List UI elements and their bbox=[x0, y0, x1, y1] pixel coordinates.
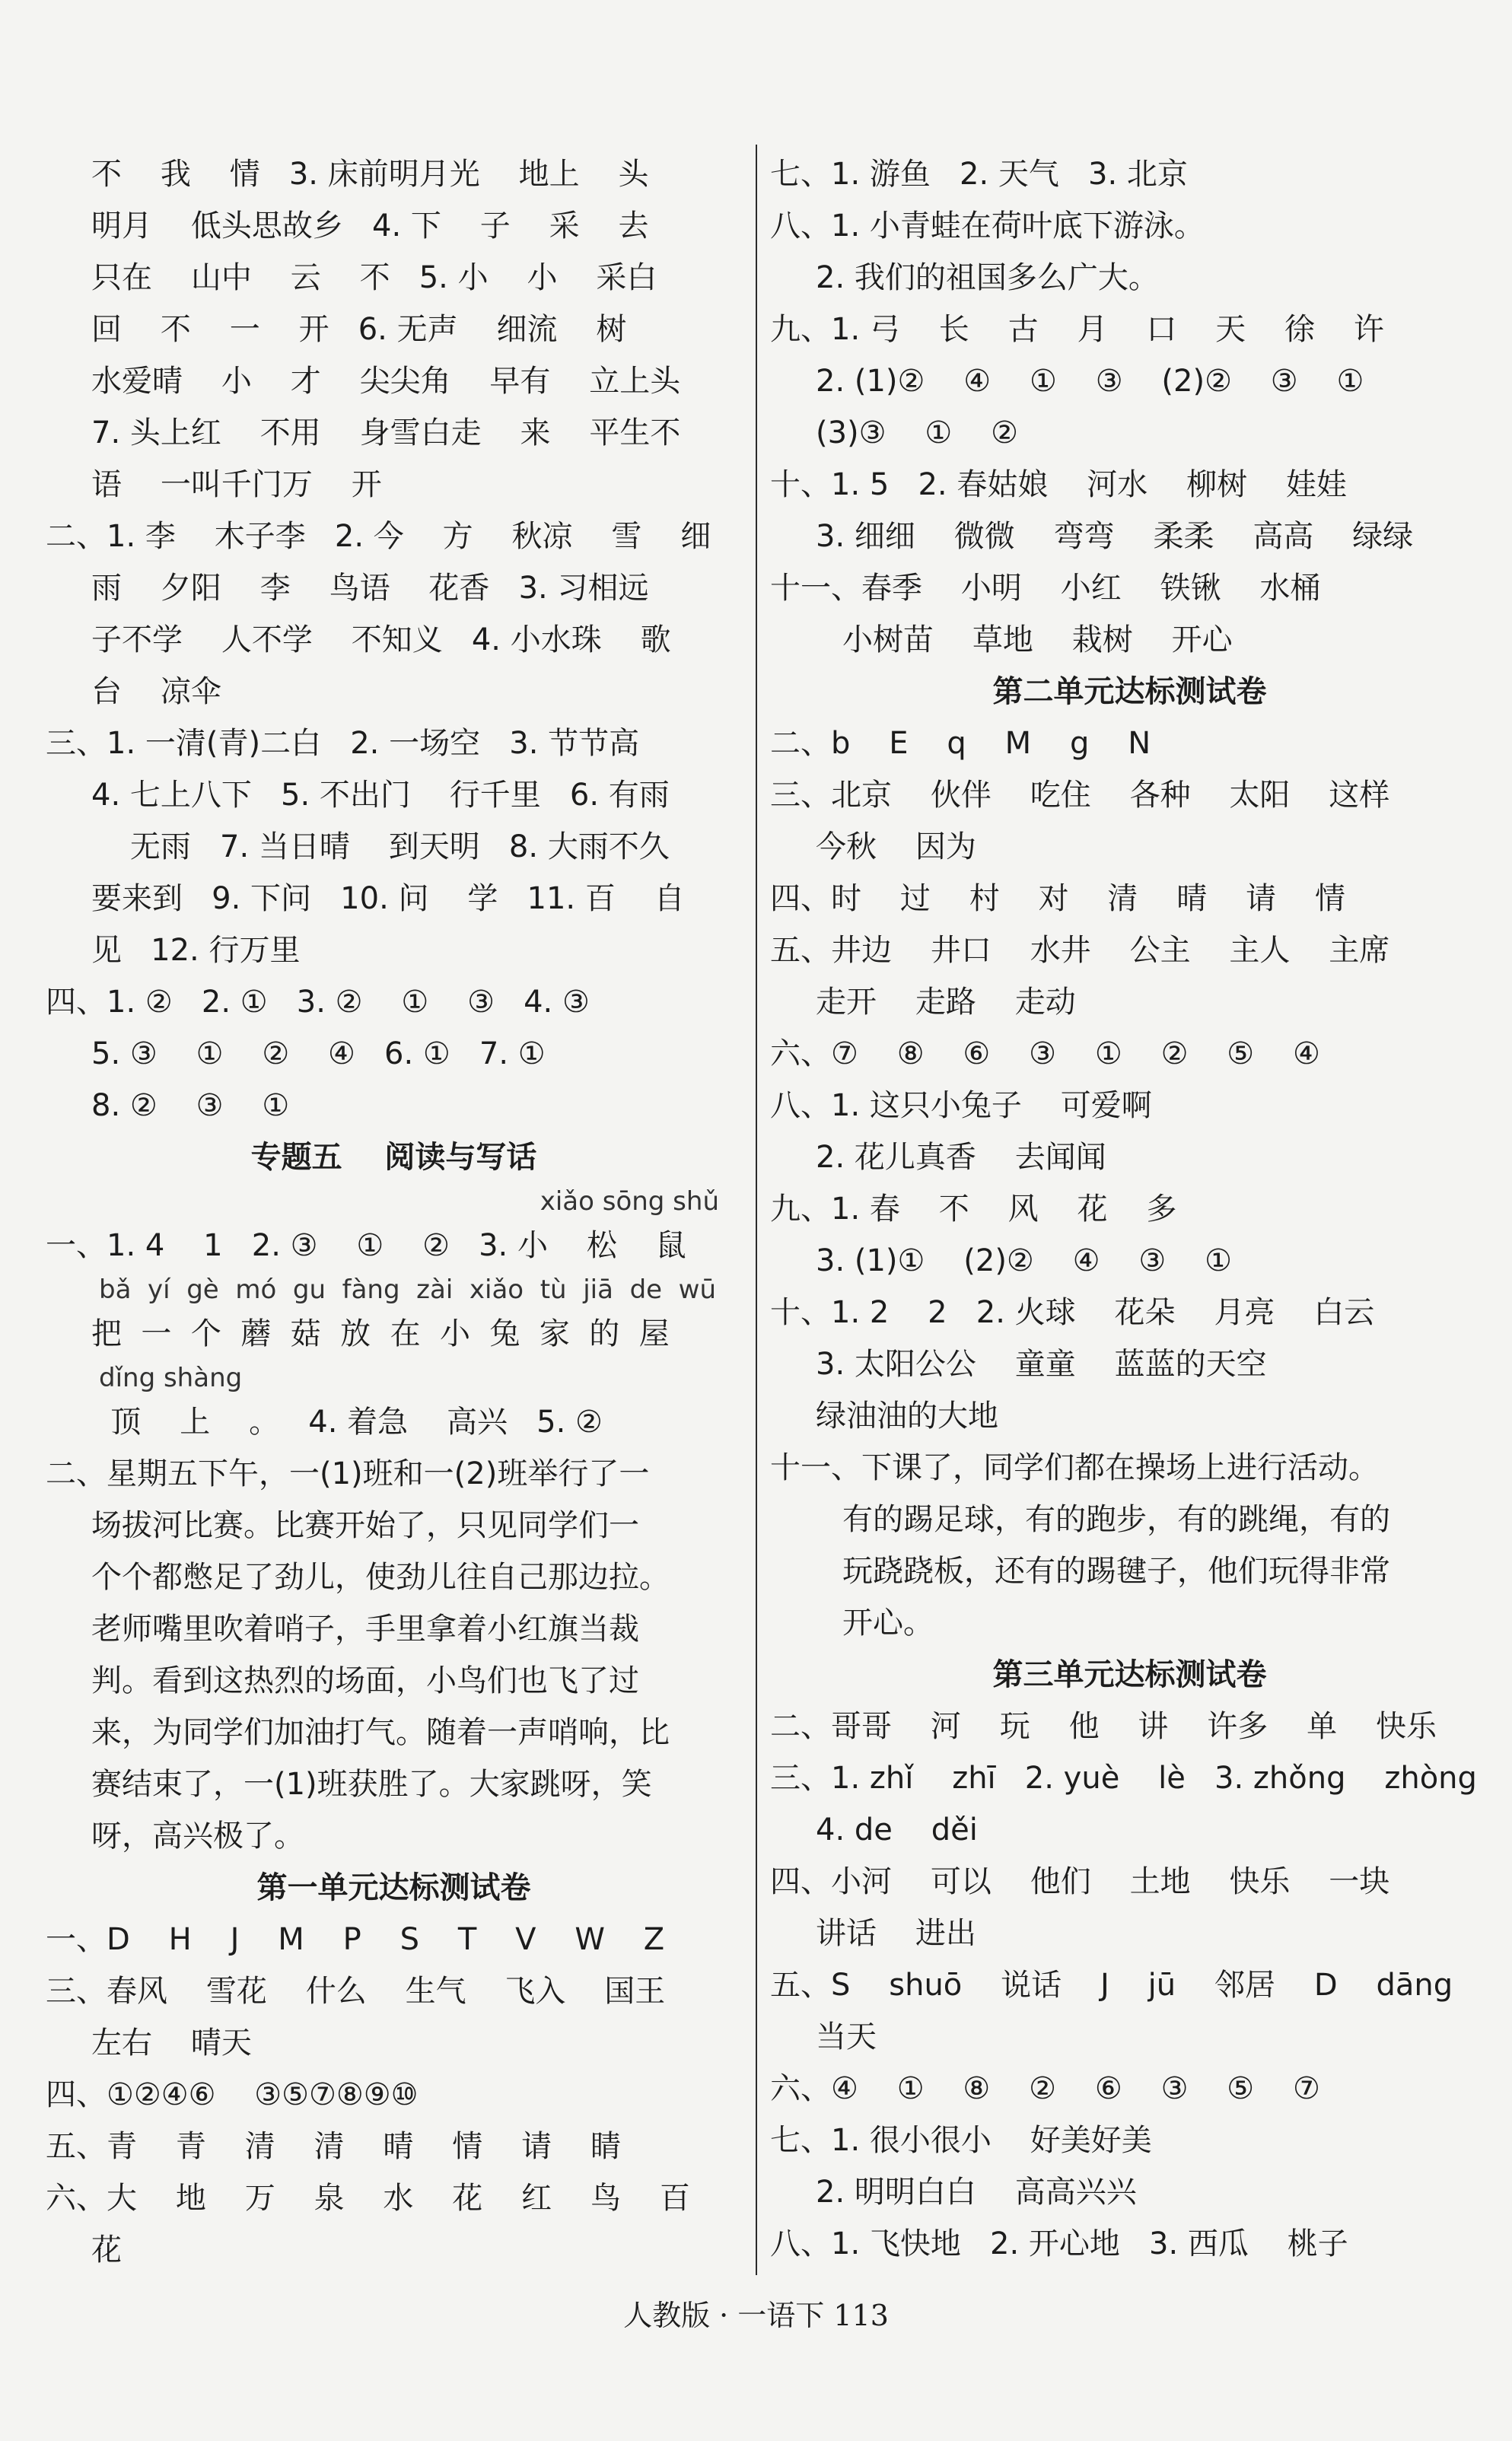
answer-line: 把 一 个 蘑 菇 放 在 小 兔 家 的 屋 bbox=[91, 1316, 670, 1351]
answer-line: 今秋 因为 bbox=[816, 829, 976, 864]
answer-line: 不 我 情 3. 床前明月光 地上 头 bbox=[91, 157, 649, 192]
page-footer: 人教版 · 一语下 113 bbox=[623, 2299, 889, 2332]
answer-line: 四、1. ② 2. ① 3. ② ① ③ 4. ③ bbox=[46, 985, 590, 1020]
answer-line: 见 12. 行万里 bbox=[91, 933, 301, 968]
pinyin-line: xiǎo sōng shǔ bbox=[540, 1186, 719, 1217]
answer-line: 八、1. 小青蛙在荷叶底下游泳。 bbox=[770, 208, 1205, 243]
answer-line: 二、b E q M g N bbox=[770, 726, 1151, 761]
answer-line: 五、青 青 清 清 晴 情 请 睛 bbox=[46, 2129, 622, 2164]
answer-line: 3. (1)① (2)② ④ ③ ① bbox=[816, 1243, 1232, 1278]
answer-line: 来，为同学们加油打气。随着一声哨响，比 bbox=[91, 1715, 670, 1750]
answer-line: 个个都憋足了劲儿，使劲儿往自己那边拉。 bbox=[91, 1560, 670, 1595]
answer-line: 七、1. 游鱼 2. 天气 3. 北京 bbox=[770, 157, 1188, 192]
right-column bbox=[770, 148, 1489, 2270]
answer-line: 7. 头上红 不用 身雪白走 来 平生不 bbox=[91, 415, 681, 450]
answer-line: 八、1. 这只小兔子 可爱啊 bbox=[770, 1088, 1152, 1123]
answer-line: 十一、春季 小明 小红 铁锹 水桶 bbox=[770, 571, 1321, 606]
answer-line: 九、1. 春 不 风 花 多 bbox=[770, 1192, 1177, 1227]
answer-line: 绿油油的大地 bbox=[816, 1399, 998, 1434]
answer-line: 回 不 一 开 6. 无声 细流 树 bbox=[91, 312, 627, 347]
answer-line: 六、大 地 万 泉 水 花 红 鸟 百 bbox=[46, 2181, 690, 2216]
answer-line: 六、⑦ ⑧ ⑥ ③ ① ② ⑤ ④ bbox=[770, 1036, 1320, 1071]
answer-line: 只在 山中 云 不 5. 小 小 采白 bbox=[91, 260, 657, 295]
answer-line: 八、1. 飞快地 2. 开心地 3. 西瓜 桃子 bbox=[770, 2226, 1348, 2261]
answer-line: 4. 七上八下 5. 不出门 行千里 6. 有雨 bbox=[91, 778, 670, 813]
section-title: 第三单元达标测试卷 bbox=[992, 1657, 1267, 1692]
column-divider bbox=[756, 145, 757, 2275]
answer-line: 九、1. 弓 长 古 月 口 天 徐 许 bbox=[770, 312, 1384, 347]
left-column bbox=[46, 148, 742, 2276]
answer-line: 四、小河 可以 他们 土地 快乐 一块 bbox=[770, 1864, 1390, 1899]
answer-line: 2. 花儿真香 去闻闻 bbox=[816, 1140, 1106, 1175]
answer-line: 讲话 进出 bbox=[816, 1916, 976, 1951]
answer-line: 走开 走路 走动 bbox=[816, 985, 1076, 1020]
answer-line: 3. 太阳公公 童童 蓝蓝的天空 bbox=[816, 1347, 1267, 1382]
answer-line: 子不学 人不学 不知义 4. 小水珠 歌 bbox=[91, 622, 671, 657]
answer-line: 六、④ ① ⑧ ② ⑥ ③ ⑤ ⑦ bbox=[770, 2071, 1320, 2106]
answer-line: 判。看到这热烈的场面，小鸟们也飞了过 bbox=[91, 1663, 639, 1698]
answer-line: 三、1. 一清(青)二白 2. 一场空 3. 节节高 bbox=[46, 726, 640, 761]
answer-line: 2. 明明白白 高高兴兴 bbox=[816, 2175, 1137, 2210]
answer-line: 场拔河比赛。比赛开始了，只见同学们一 bbox=[91, 1508, 639, 1543]
answer-line: 语 一叫千门万 开 bbox=[91, 467, 382, 502]
answer-line: 2. (1)② ④ ① ③ (2)② ③ ① bbox=[816, 364, 1364, 399]
section-title: 第二单元达标测试卷 bbox=[992, 674, 1267, 709]
answer-line: 五、S shuō 说话 J jū 邻居 D dāng bbox=[770, 1968, 1453, 2003]
pinyin-line: dǐng shàng bbox=[99, 1363, 243, 1393]
answer-line: 二、1. 李 木子李 2. 今 方 秋凉 雪 细 bbox=[46, 519, 711, 554]
answer-line: 四、①②④⑥ ③⑤⑦⑧⑨⑩ bbox=[46, 2077, 419, 2112]
answer-line: 三、1. zhǐ zhī 2. yuè lè 3. zhǒng zhòng bbox=[770, 1761, 1477, 1796]
answer-line: 要来到 9. 下问 10. 问 学 11. 百 自 bbox=[91, 881, 685, 916]
answer-line: 2. 我们的祖国多么广大。 bbox=[816, 260, 1159, 295]
answer-line: 五、井边 井口 水井 公主 主人 主席 bbox=[770, 933, 1390, 968]
answer-line: 十、1. 5 2. 春姑娘 河水 柳树 娃娃 bbox=[770, 467, 1347, 502]
answer-line: 8. ② ③ ① bbox=[91, 1088, 290, 1123]
answer-line: 5. ③ ① ② ④ 6. ① 7. ① bbox=[91, 1036, 546, 1071]
answer-line: 赛结束了，一(1)班获胜了。大家跳呀，笑 bbox=[91, 1767, 652, 1802]
answer-line: 当天 bbox=[816, 2019, 877, 2054]
answer-line: 明月 低头思故乡 4. 下 子 采 去 bbox=[91, 208, 649, 243]
answer-line: 玩跷跷板，还有的踢毽子，他们玩得非常 bbox=[842, 1554, 1390, 1589]
answer-line: 开心。 bbox=[842, 1606, 934, 1641]
answer-line: 小树苗 草地 栽树 开心 bbox=[842, 622, 1233, 657]
answer-line: 左右 晴天 bbox=[91, 2026, 252, 2061]
answer-line: 花 bbox=[91, 2233, 122, 2268]
answer-line: 一、D H J M P S T V W Z bbox=[46, 1922, 665, 1957]
answer-line: 十一、下课了，同学们都在操场上进行活动。 bbox=[770, 1450, 1379, 1485]
section-title: 专题五 阅读与写话 bbox=[250, 1140, 537, 1175]
answer-line: 无雨 7. 当日晴 到天明 8. 大雨不久 bbox=[91, 829, 670, 864]
answer-line: (3)③ ① ② bbox=[816, 415, 1018, 450]
answer-line: 三、春风 雪花 什么 生气 飞入 国王 bbox=[46, 1974, 666, 2009]
answer-line: 二、星期五下午，一(1)班和一(2)班举行了一 bbox=[46, 1456, 650, 1491]
answer-line: 顶 上 。 4. 着急 高兴 5. ② bbox=[91, 1405, 603, 1440]
answer-line: 雨 夕阳 李 鸟语 花香 3. 习相远 bbox=[91, 571, 649, 606]
section-title: 第一单元达标测试卷 bbox=[256, 1870, 531, 1905]
answer-line: 有的踢足球，有的跑步，有的跳绳，有的 bbox=[842, 1502, 1390, 1537]
answer-line: 七、1. 很小很小 好美好美 bbox=[770, 2123, 1152, 2158]
answer-line: 4. de děi bbox=[816, 1812, 978, 1847]
answer-line: 水爱晴 小 才 尖尖角 早有 立上头 bbox=[91, 364, 681, 399]
answer-line: 一、1. 4 1 2. ③ ① ② 3. 小 松 鼠 bbox=[46, 1228, 686, 1263]
answer-line: 台 凉伞 bbox=[91, 674, 221, 709]
answer-line: 十、1. 2 2 2. 火球 花朵 月亮 白云 bbox=[770, 1295, 1375, 1330]
answer-line: 三、北京 伙伴 吃住 各种 太阳 这样 bbox=[770, 778, 1390, 813]
pinyin-line: bǎ yí gè mó gu fàng zài xiǎo tù jiā de wū bbox=[99, 1275, 717, 1305]
answer-line: 二、哥哥 河 玩 他 讲 许多 单 快乐 bbox=[770, 1709, 1437, 1744]
answer-line: 3. 细细 微微 弯弯 柔柔 高高 绿绿 bbox=[816, 519, 1414, 554]
answer-line: 呀，高兴极了。 bbox=[91, 1819, 304, 1854]
answer-line: 四、时 过 村 对 清 晴 请 情 bbox=[770, 881, 1346, 916]
answer-line: 老师嘴里吹着哨子，手里拿着小红旗当裁 bbox=[91, 1612, 639, 1647]
